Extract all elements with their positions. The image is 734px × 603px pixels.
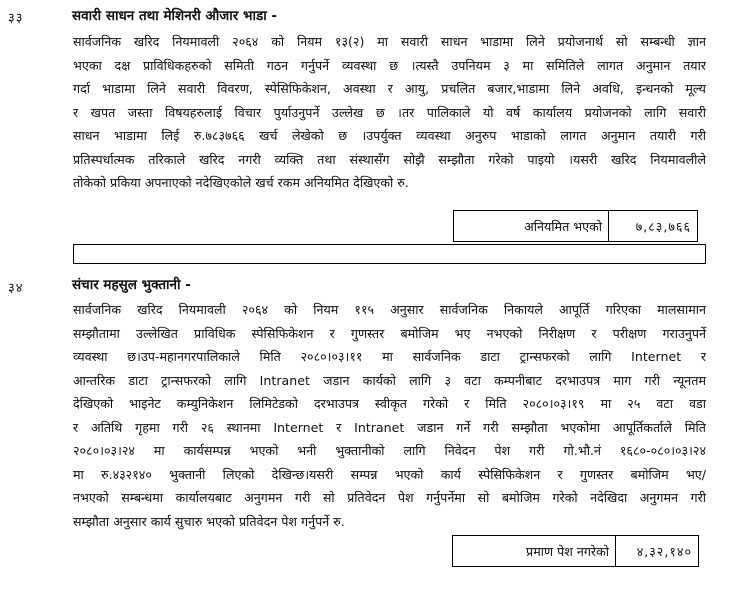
paragraph-line: र खपत जस्ता विषयहरुलाई विचार पुर्याउनुपर्ने उल्लेख छ ।तर पालिकाले यो वर्ष कार्यालय प्रयोजनको लागि सवारी	[73, 104, 706, 120]
paragraph-line: सम्झौतामा उल्लेखित प्राविधिक स्पेसिफिकेशन र गुणस्तर बमोजिम भए नभएको निरीक्षण र परीक्षण गराउनुपर्ने	[73, 325, 706, 341]
paragraph-line: तोकेको प्रकिया अपनाएको नदेखिएकोले खर्च रकम अनियमित देखिएको रु.	[73, 175, 409, 190]
paragraph-line: व्यवस्था छ।उप-महानगरपालिकाले मिति २०८०।०३।११ मा सार्वजनिक डाटा ट्रान्सफरको लागि Internet र	[73, 349, 706, 364]
table-row	[453, 536, 699, 567]
amount-value: ७,८३,७६६	[609, 211, 698, 242]
paragraph-line: भएका दक्ष प्राविधिकहरुको समिती गठन गर्नुपर्ने व्यवस्था छ ।त्यस्तै उपनियम ३ मा समितिले लागत अनुमान तयार	[73, 57, 706, 73]
amount-label: प्रमाण पेश नगरेको	[453, 536, 616, 567]
section-title: सवारी साधन तथा मेशिनरी औजार भाडा -	[72, 8, 277, 24]
paragraph-line: सम्झौता अनुसार कार्य सुचारु भएको प्रतिवेदन पेश गर्नुपर्ने रु.	[73, 513, 345, 529]
paragraph-line: नभएको सम्बन्धमा कार्यालयबाट अनुगमन गरी सो प्रतिवेदन पेश गर्नुपर्नेमा सो बमोजिम गरेको नदेखिदा अनुगमन गरी	[73, 490, 706, 505]
amount-value: ४,३२,१४०	[616, 536, 699, 567]
empty-table-row	[73, 244, 706, 264]
amount-table	[452, 535, 699, 567]
section-number: ३४	[8, 281, 24, 296]
section-paragraph	[73, 298, 706, 533]
paragraph-line: २०८०।०३।२४ मा कार्यसम्पन्न भएको भनी भुक्तानीको लागि निवेदन पेश गरी गो.भौ.नं १६८०-०८०।०३।२४	[73, 443, 706, 458]
paragraph-line: आन्तरिक डाटा ट्रान्सफरको लागि Intranet जडान कार्यको लागि ३ वटा कम्पनीबाट दरभाउपत्र माग गरी न्यूनतम	[73, 372, 706, 388]
paragraph-line: सार्वजनिक खरिद नियमावली २०६४ को नियम १३(२) मा सवारी साधन भाडामा लिने प्रयोजनार्थ सो सम्बन्धी ज्ञान	[73, 34, 706, 49]
section-number: ३३	[8, 11, 24, 26]
table-row	[454, 211, 698, 242]
section-paragraph	[73, 30, 706, 195]
paragraph-line: साधन भाडामा लिई रु.७८३७६६ खर्च लेखेको छ ।उपर्युक्त व्यवस्था अनुरुप भाडाको लागत अनुमान तयारी गरी	[73, 128, 706, 143]
paragraph-line: र अतिथि गृहमा गरी २६ स्थानमा Internet र Intranet जडान गर्ने गरी सम्झौता भएकोमा आपूर्तिकर्ताले मिति	[73, 419, 706, 435]
amount-table	[453, 210, 698, 242]
amount-label: अनियमित भएको	[454, 211, 609, 242]
paragraph-line: सार्वजनिक खरिद नियमावली २०६४ को नियम ११५ अनुसार सार्वजनिक निकायले आपूर्ति गरिएका मालसामान	[73, 302, 706, 317]
paragraph-line: प्रतिस्पर्धात्मक तरिकाले खरिद नगरी व्यक्ति तथा संस्थासँग सोझै सम्झौता गरेको पाइयो ।यसरी खरिद नियमावलीले	[73, 151, 706, 167]
paragraph-line: देखिएको भाइनेट कम्युनिकेशन लिमिटेडको दरभाउपत्र स्वीकृत गरेको र मिति २०८०।०३।१९ मा २५ वटा वडा	[73, 396, 706, 411]
section-title: संचार महसुल भुक्तानी -	[72, 277, 191, 293]
paragraph-line: गर्दा भाडामा लिने सवारी विवरण, स्पेसिफिकेशन, अवस्था र आयु, प्रचलित बजार,भाडामा लिने अवधि, इन्धनको मूल्य	[73, 81, 706, 96]
paragraph-line: मा रु.४३२१४० भुक्तानी लिएको देखिन्छ।यसरी सम्पन्न भएको कार्य स्पेसिफिकेशन र गुणस्तर बमोजिम भए/	[73, 466, 706, 482]
